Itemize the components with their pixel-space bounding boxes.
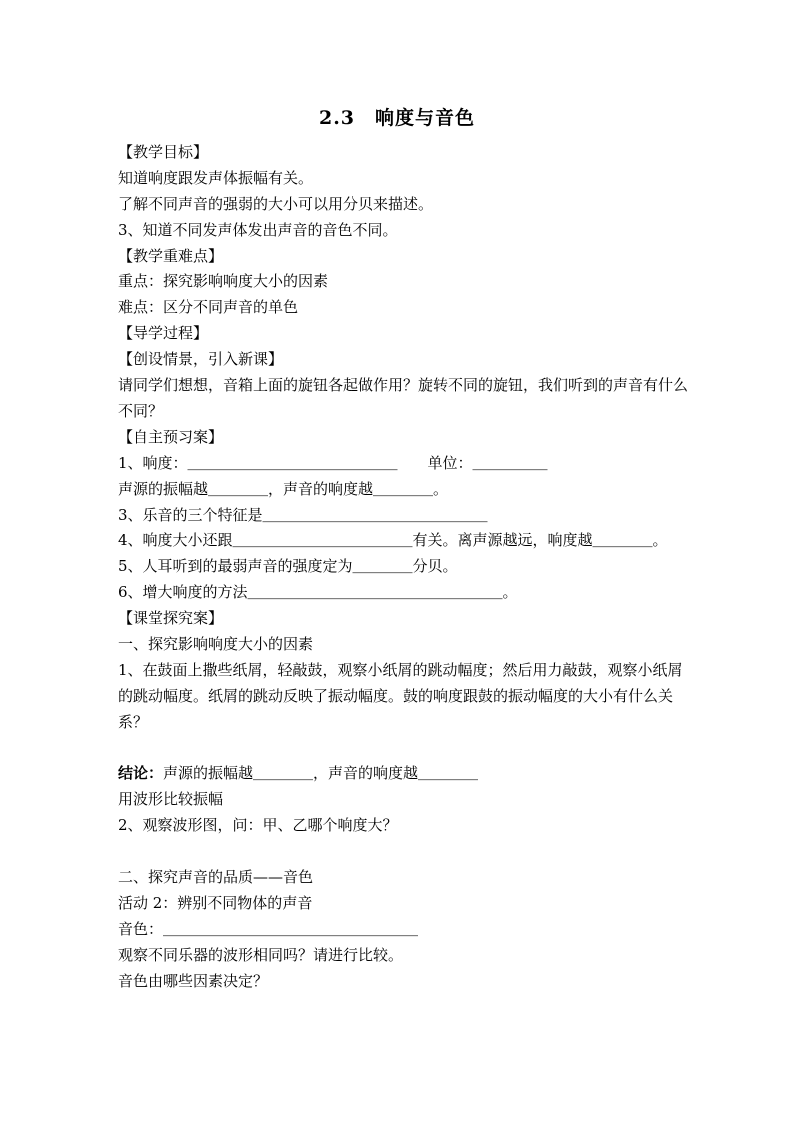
heading-teaching-goals: 【教学目标】 xyxy=(118,143,209,161)
conclusion-text: 声源的振幅越＿＿＿＿，声音的响度越＿＿＿＿ xyxy=(163,764,479,783)
timbre-blank: 音色：＿＿＿＿＿＿＿＿＿＿＿＿＿＿＿＿＿ xyxy=(118,919,419,938)
timbre-factors-question: 音色由哪些因素决定？ xyxy=(118,971,269,990)
goal-1: 知道响度跟发声体振幅有关。 xyxy=(118,168,314,187)
spacer xyxy=(118,736,688,762)
heading-introduction: 【创设情景，引入新课】 xyxy=(118,350,284,369)
key-point: 重点：探究影响响度大小的因素 xyxy=(118,272,329,291)
spacer xyxy=(118,839,688,865)
heading-guided-process: 【导学过程】 xyxy=(118,324,209,343)
goal-2: 了解不同声音的强弱的大小可以用分贝来描述。 xyxy=(118,194,434,213)
intro-question: 请同学们想想，音箱上面的旋钮各起做作用？旋转不同的旋钮，我们听到的声音有什么不同？ xyxy=(118,376,689,420)
conclusion-line xyxy=(118,761,688,787)
preview-item-4: 4、响度大小还跟＿＿＿＿＿＿＿＿＿＿＿＿有关。离声源越远，响度越＿＿＿＿。 xyxy=(118,531,668,550)
preview-item-3: 3、乐音的三个特征是＿＿＿＿＿＿＿＿＿＿＿＿＿＿＿ xyxy=(118,505,488,524)
experiment-1-text: 1、在鼓面上撒些纸屑，轻敲鼓，观察小纸屑的跳动幅度；然后用力敲鼓，观察小纸屑的跳动幅度。纸屑的跳动反映了振动幅度。鼓的响度跟鼓的振动幅度的大小有什么关系？ xyxy=(118,660,683,731)
difficult-point: 难点：区分不同声音的单色 xyxy=(118,298,299,317)
heading-classroom-inquiry: 【课堂探究案】 xyxy=(118,609,224,628)
instrument-question: 观察不同乐器的波形相同吗？请进行比较。 xyxy=(118,945,404,964)
conclusion-label: 结论： xyxy=(118,764,164,783)
page-title: 2.3 响度与音色 xyxy=(318,107,476,129)
activity-2: 活动 2：辨别不同物体的声音 xyxy=(118,893,313,912)
preview-item-2: 声源的振幅越＿＿＿＿，声音的响度越＿＿＿＿。 xyxy=(118,479,449,498)
waveform-question: 2、观察波形图，问：甲、乙哪个响度大？ xyxy=(118,816,398,835)
preview-item-1: 1、响度：＿＿＿＿＿＿＿＿＿＿＿＿＿＿ 单位：＿＿＿＿＿ xyxy=(118,453,548,472)
heading-key-points: 【教学重难点】 xyxy=(118,246,224,265)
section-two-heading: 二、探究声音的品质——音色 xyxy=(118,868,314,887)
section-one-heading: 一、探究影响响度大小的因素 xyxy=(118,634,314,653)
document-body xyxy=(118,140,688,994)
waveform-compare: 用波形比较振幅 xyxy=(118,790,224,809)
heading-self-preview: 【自主预习案】 xyxy=(118,427,224,446)
goal-3: 3、知道不同发声体发出声音的音色不同。 xyxy=(118,220,398,239)
preview-item-5: 5、人耳听到的最弱声音的强度定为＿＿＿＿分贝。 xyxy=(118,557,458,576)
preview-item-6: 6、增大响度的方法＿＿＿＿＿＿＿＿＿＿＿＿＿＿＿＿＿。 xyxy=(118,583,518,602)
